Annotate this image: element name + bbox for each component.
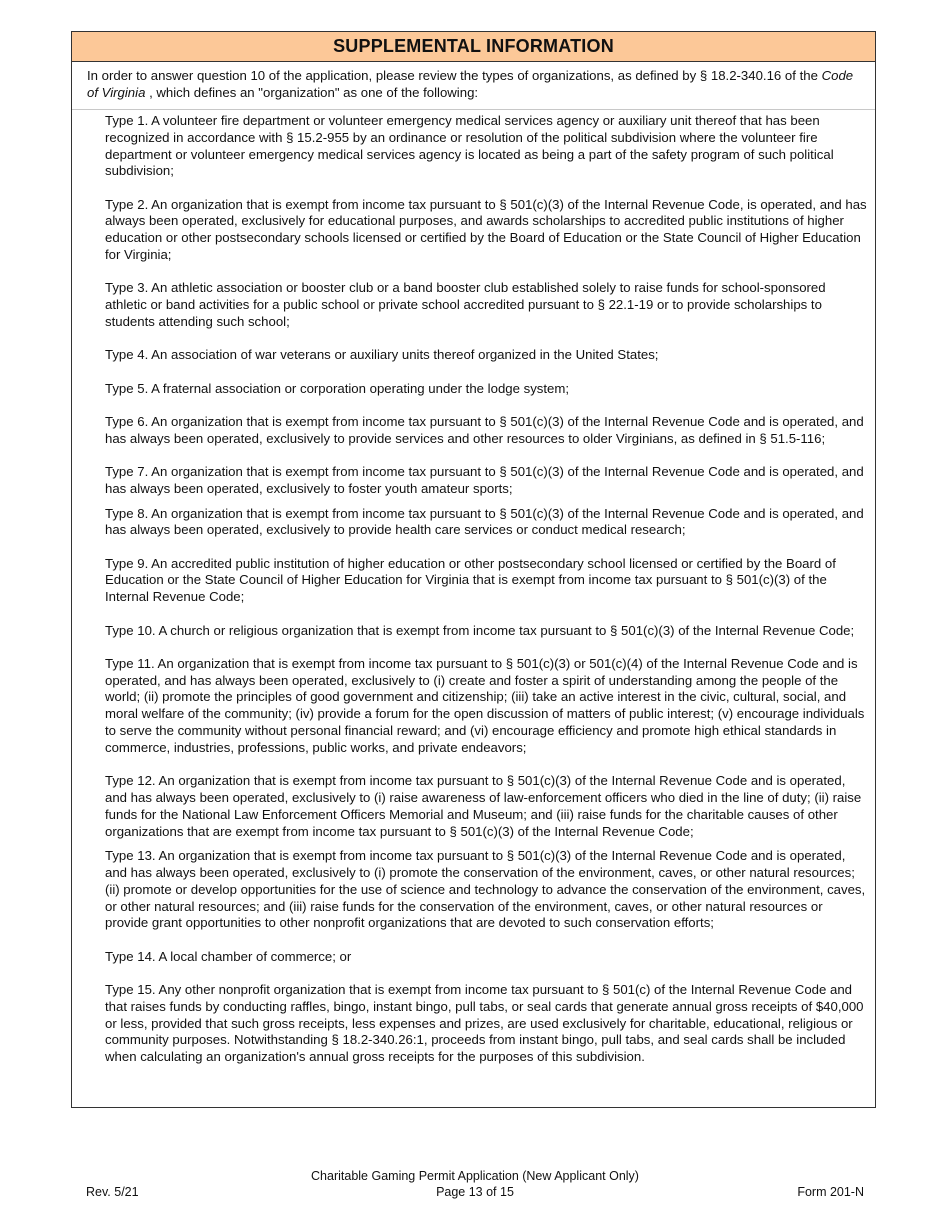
organization-types-list — [72, 110, 875, 1066]
form-number: Form 201-N — [797, 1185, 864, 1199]
type-item-2: Type 2. An organization that is exempt from income tax pursuant to § 501(c)(3) of the Internal Revenue Code, is operated, and has always been operated, exclusively for educational purposes, and awards scholarships to accredited public institutions of higher education or other postsecondary schools licensed or certified by the Board of Education or the State Council of Higher Education for Virginia; — [105, 196, 867, 263]
type-item-6: Type 6. An organization that is exempt from income tax pursuant to § 501(c)(3) of the Internal Revenue Code and is operated, and has always been operated, exclusively to provide services and other resources to older Virginians, as defined in § 51.5-116; — [105, 413, 864, 446]
revision-label: Rev. 5/21 — [86, 1185, 139, 1199]
intro-text-after: , which defines an "organization" as one of the following: — [145, 85, 479, 100]
form-title: Charitable Gaming Permit Application (New Applicant Only) — [311, 1169, 639, 1183]
type-item-10: Type 10. A church or religious organization that is exempt from income tax pursuant to § 501(c)(3) of the Internal Revenue Code; — [105, 622, 855, 638]
section-title: SUPPLEMENTAL INFORMATION — [333, 36, 614, 56]
type-item-13: Type 13. An organization that is exempt from income tax pursuant to § 501(c)(3) of the Internal Revenue Code and is operated, and has always been operated, exclusively to (i) promote the conservation of the environment, caves, or other natural resources; (ii) promote or develop opportunities for the use of science and technology to advance the conservation of the environment, caves, or other natural resources; and (iii) raise funds for the conservation of the environment, caves, or other natural resources or provide grant opportunities to other nonprofit organizations that are devoted to such conservation efforts; — [105, 848, 866, 931]
type-item-14: Type 14. A local chamber of commerce; or — [105, 948, 352, 964]
type-item-8: Type 8. An organization that is exempt from income tax pursuant to § 501(c)(3) of the Internal Revenue Code and is operated, and has always been operated, exclusively to provide health care services or conduct medical research; — [105, 505, 864, 538]
type-item-11: Type 11. An organization that is exempt from income tax pursuant to § 501(c)(3) or 501(c)(4) of the Internal Revenue Code and is operated, and has always been operated, exclusively to (i) create and foster a spirit of understanding among the people of the world; (ii) promote the principles of good government and citizenship; (iii) take an active interest in the civic, cultural, social, and moral welfare of the community; (iv) provide a forum for the open discussion of matters of public interest; (v) encourage individuals to serve the community without personal financial reward; and (vi) encourage efficiency and promote high ethical standards in commerce, industries, professions, public works, and private endeavors; — [105, 655, 865, 755]
intro-code-reference: Code of Virginia — [87, 68, 854, 100]
type-item-5: Type 5. A fraternal association or corporation operating under the lodge system; — [105, 380, 570, 396]
type-item-9: Type 9. An accredited public institution of higher education or other postsecondary school licensed or certified by the Board of Education or the State Council of Higher Education for Virginia that is exempt from income tax pursuant to § 501(c)(3) of the Internal Revenue Code; — [105, 555, 836, 605]
type-item-1: Type 1. A volunteer fire department or volunteer emergency medical services agency or auxiliary unit thereof that has been recognized in accordance with § 15.2-955 by an ordinance or resolution of the political subdivision where the volunteer fire department or volunteer emergency medical services agency is located as being a part of the safety program of such political subdivision; — [105, 113, 834, 179]
type-item-12: Type 12. An organization that is exempt from income tax pursuant to § 501(c)(3) of the Internal Revenue Code and is operated, and has always been operated, exclusively to (i) raise awareness of law-enforcement officers who died in the line of duty; (ii) raise funds for the National Law Enforcement Officers Memorial and Museum; and (iii) raise funds for the charitable causes of other organizations that are exempt from income tax pursuant to § 501(c)(3) of the Internal Revenue Code; — [105, 773, 862, 839]
type-item-15: Type 15. Any other nonprofit organization that is exempt from income tax pursuant to § 501(c) of the Internal Revenue Code and that raises funds by conducting raffles, bingo, instant bingo, pull tabs, or seal cards that generate annual gross receipts of $40,000 or less, provided that such gross receipts, less expenses and prizes, are used exclusively for charitable, educational, religious or community purposes. Notwithstanding § 18.2-340.26:1, proceeds from instant bingo, pull tabs, and seal cards shall be included when calculating an organization's annual gross receipts for the purposes of this subdivision. — [105, 982, 864, 1065]
type-item-3: Type 3. An athletic association or booster club or a band booster club established solely to raise funds for school-sponsored athletic or band activities for a public school or private school accredited pursuant to § 22.1-19 or to provide scholarships to students attending such school; — [105, 280, 826, 329]
supplemental-info-box — [71, 31, 876, 1108]
intro-paragraph — [72, 62, 875, 110]
page-number: Page 13 of 15 — [436, 1185, 514, 1199]
type-item-4: Type 4. An association of war veterans or auxiliary units thereof organized in the United States; — [105, 347, 659, 363]
intro-text-before: In order to answer question 10 of the application, please review the types of organizations, as defined by § 18.2-340.16 of the — [87, 68, 822, 83]
page-footer — [0, 1168, 950, 1218]
type-item-7: Type 7. An organization that is exempt from income tax pursuant to § 501(c)(3) of the Internal Revenue Code and is operated, and has always been operated, exclusively to foster youth amateur sports; — [105, 463, 864, 496]
section-header — [72, 32, 875, 62]
